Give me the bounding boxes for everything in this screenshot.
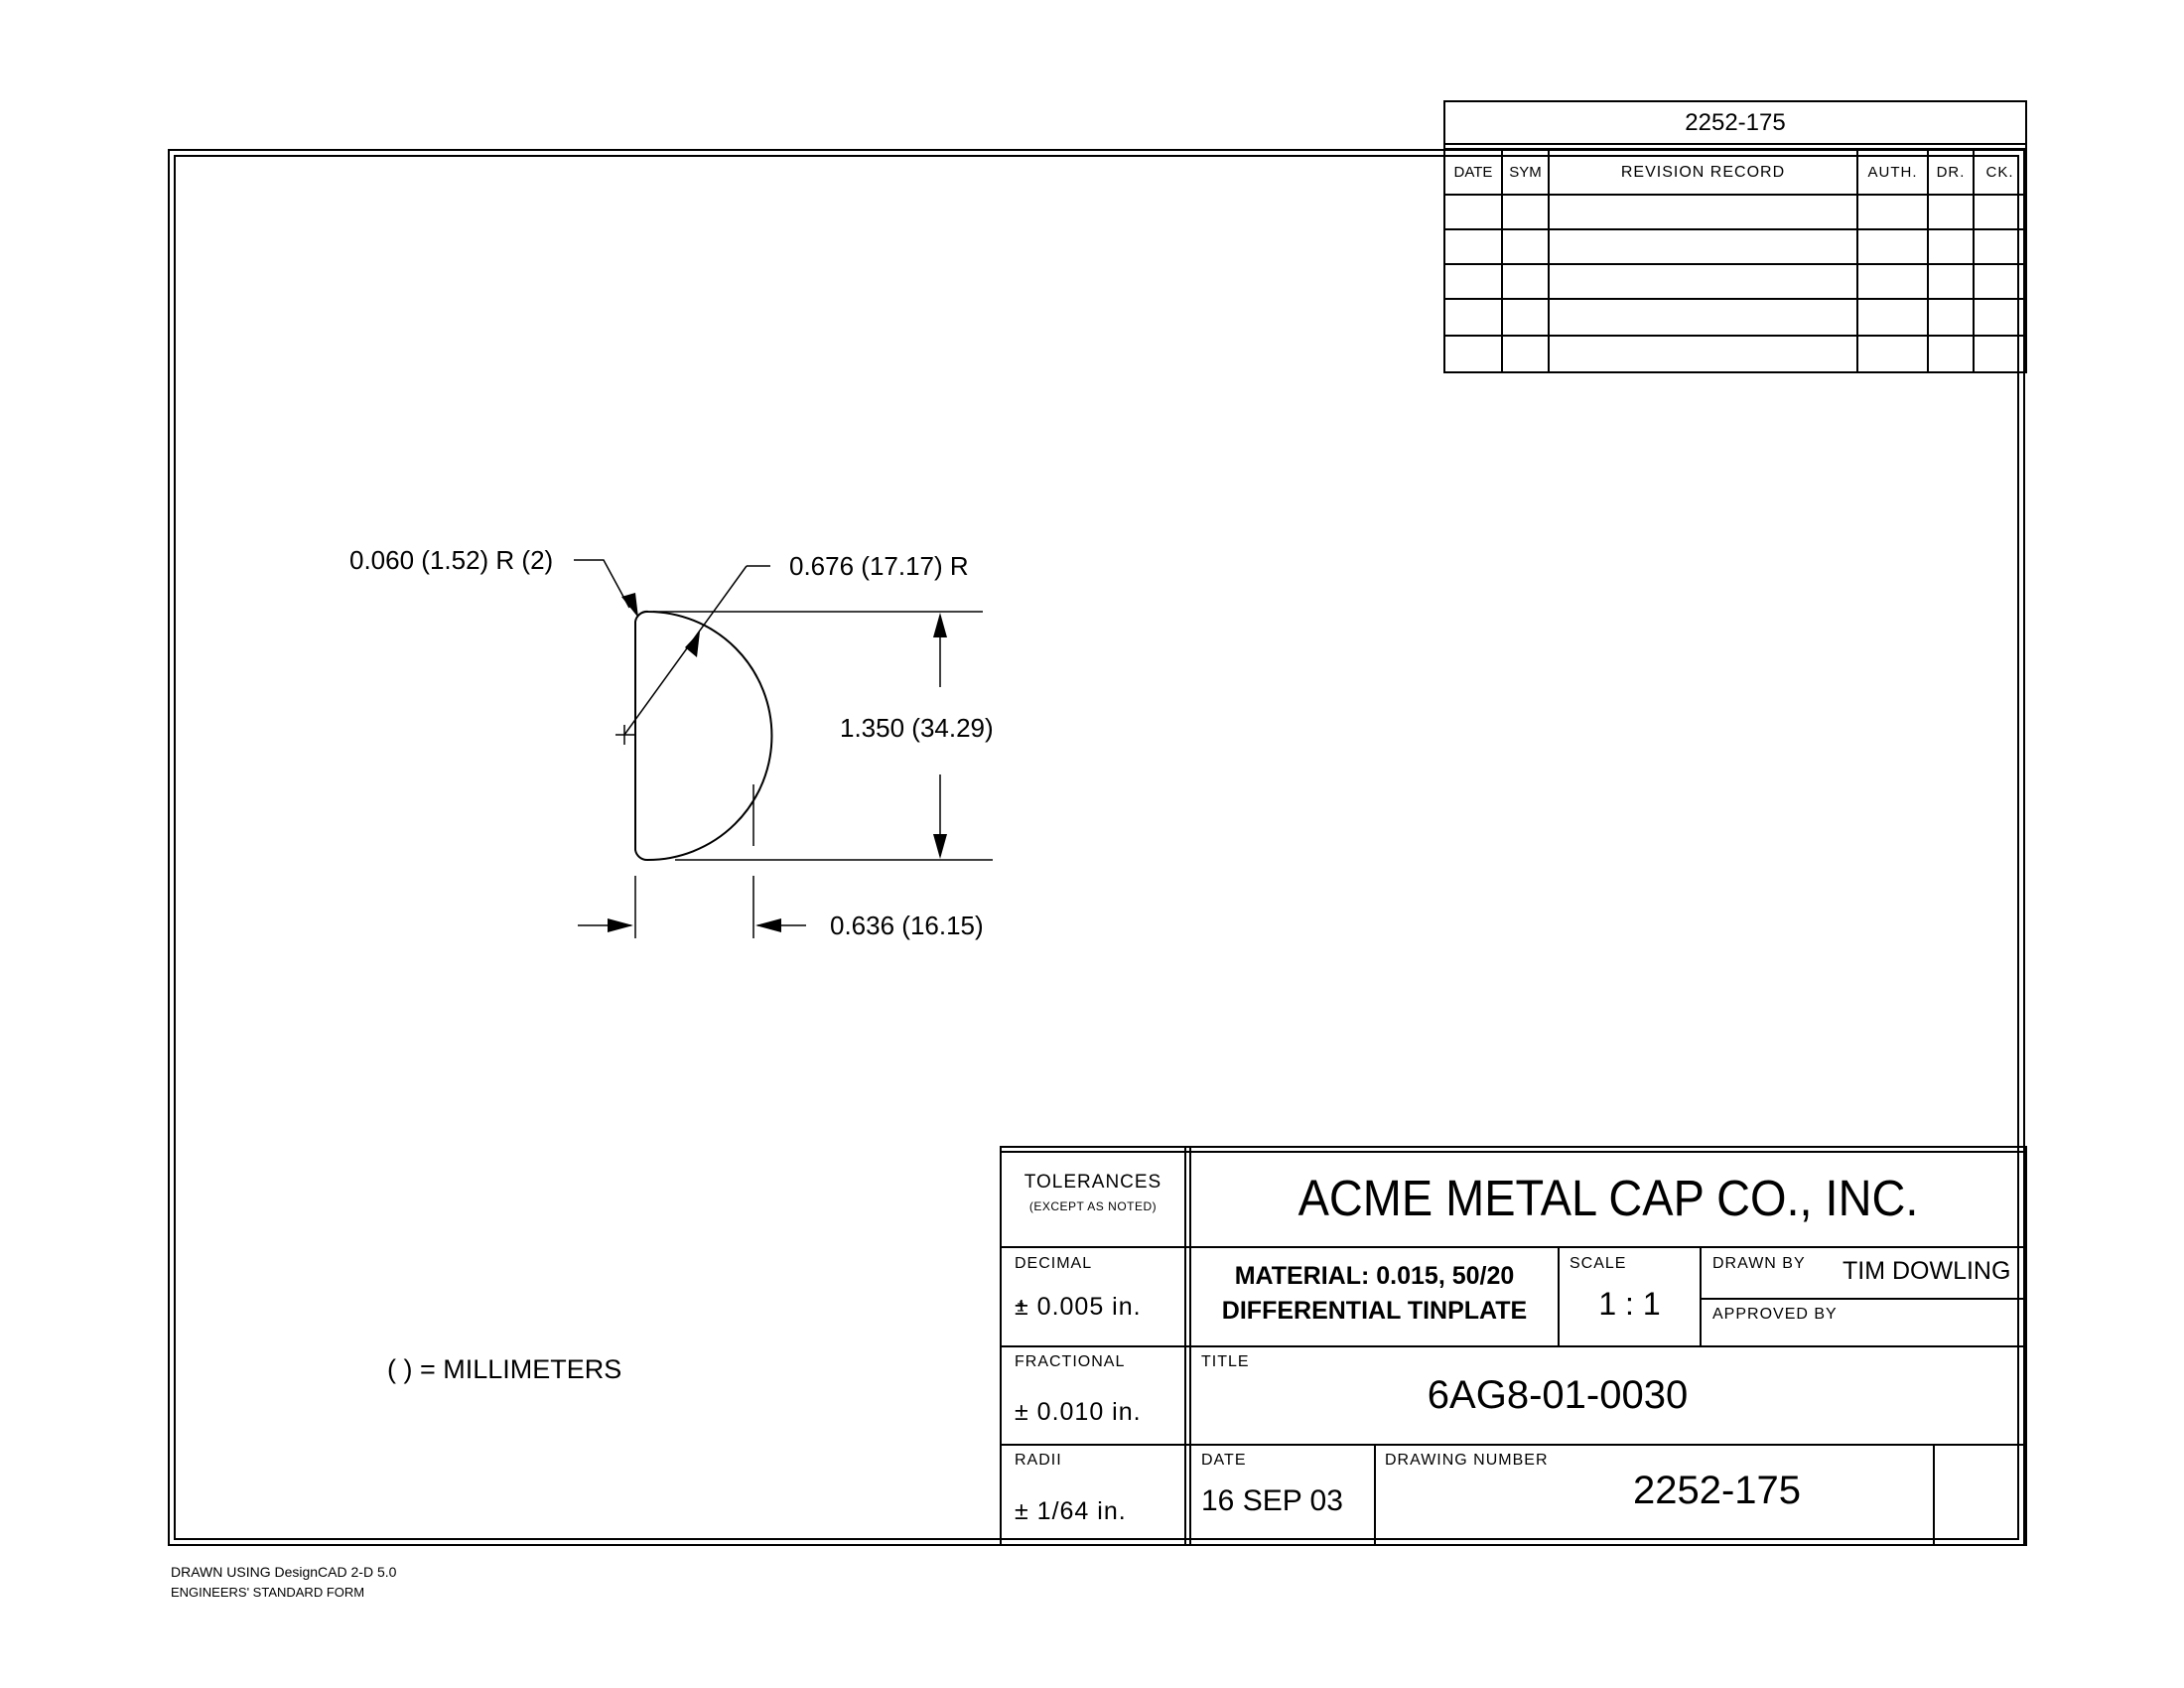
millimeters-note: ( ) = MILLIMETERS <box>387 1354 622 1384</box>
revision-block-grid <box>1444 101 2026 372</box>
decimal-label: DECIMAL <box>1015 1255 1093 1272</box>
dimension-width: 0.636 (16.15) <box>830 911 984 940</box>
dimension-large-radius: 0.676 (17.17) R <box>789 551 969 581</box>
except-noted-label: (EXCEPT AS NOTED) <box>1028 1199 1158 1213</box>
rev-header-dr: DR. <box>1936 164 1966 181</box>
approved-by-label: APPROVED BY <box>1712 1306 1838 1323</box>
rev-header-record: REVISION RECORD <box>1620 164 1786 181</box>
radius-leaders <box>574 560 770 735</box>
rev-header-auth: AUTH. <box>1867 164 1918 181</box>
scale-label: SCALE <box>1570 1255 1627 1272</box>
scale-value: 1 : 1 <box>1598 1286 1661 1322</box>
material-line-2: DIFFERENTIAL TINPLATE <box>1221 1297 1528 1325</box>
date-label: DATE <box>1201 1452 1247 1469</box>
radii-label: RADII <box>1015 1452 1062 1469</box>
drawing-number-label: DRAWING NUMBER <box>1385 1452 1549 1469</box>
material-line-1: MATERIAL: 0.015, 50/20 <box>1234 1262 1515 1290</box>
drawn-by-label: DRAWN BY <box>1712 1255 1806 1272</box>
part-outline <box>635 612 771 860</box>
company-name: ACME METAL CAP CO., INC. <box>1297 1170 1919 1226</box>
rev-header-sym: SYM <box>1509 164 1542 181</box>
date-value: 16 SEP 03 <box>1201 1484 1343 1517</box>
extension-lines <box>635 612 993 938</box>
radii-tolerance: ± 1/64 in. <box>1015 1497 1127 1525</box>
dimension-height: 1.350 (34.29) <box>840 713 994 743</box>
arrowheads <box>608 593 947 932</box>
part-title: 6AG8-01-0030 <box>1427 1373 1689 1417</box>
center-mark <box>615 725 635 745</box>
rev-header-ck: CK. <box>1985 164 2014 181</box>
rev-header-date: DATE <box>1453 164 1493 181</box>
revision-block-drawing-ref: 2252-175 <box>1685 109 1786 136</box>
fractional-label: FRACTIONAL <box>1015 1353 1126 1370</box>
footer-line-1: DRAWN USING DesignCAD 2-D 5.0 <box>171 1564 397 1580</box>
fractional-tolerance: ± 0.010 in. <box>1015 1398 1142 1426</box>
drawing-number-value: 2252-175 <box>1633 1469 1802 1512</box>
drawn-by-value: TIM DOWLING <box>1843 1257 2011 1285</box>
footer-line-2: ENGINEERS' STANDARD FORM <box>171 1585 365 1600</box>
title-label: TITLE <box>1201 1353 1250 1370</box>
dimension-small-radius: 0.060 (1.52) R (2) <box>349 545 554 575</box>
decimal-tolerance: ± 0.005 in. <box>1015 1293 1142 1321</box>
tolerances-label: TOLERANCES <box>1024 1172 1162 1193</box>
